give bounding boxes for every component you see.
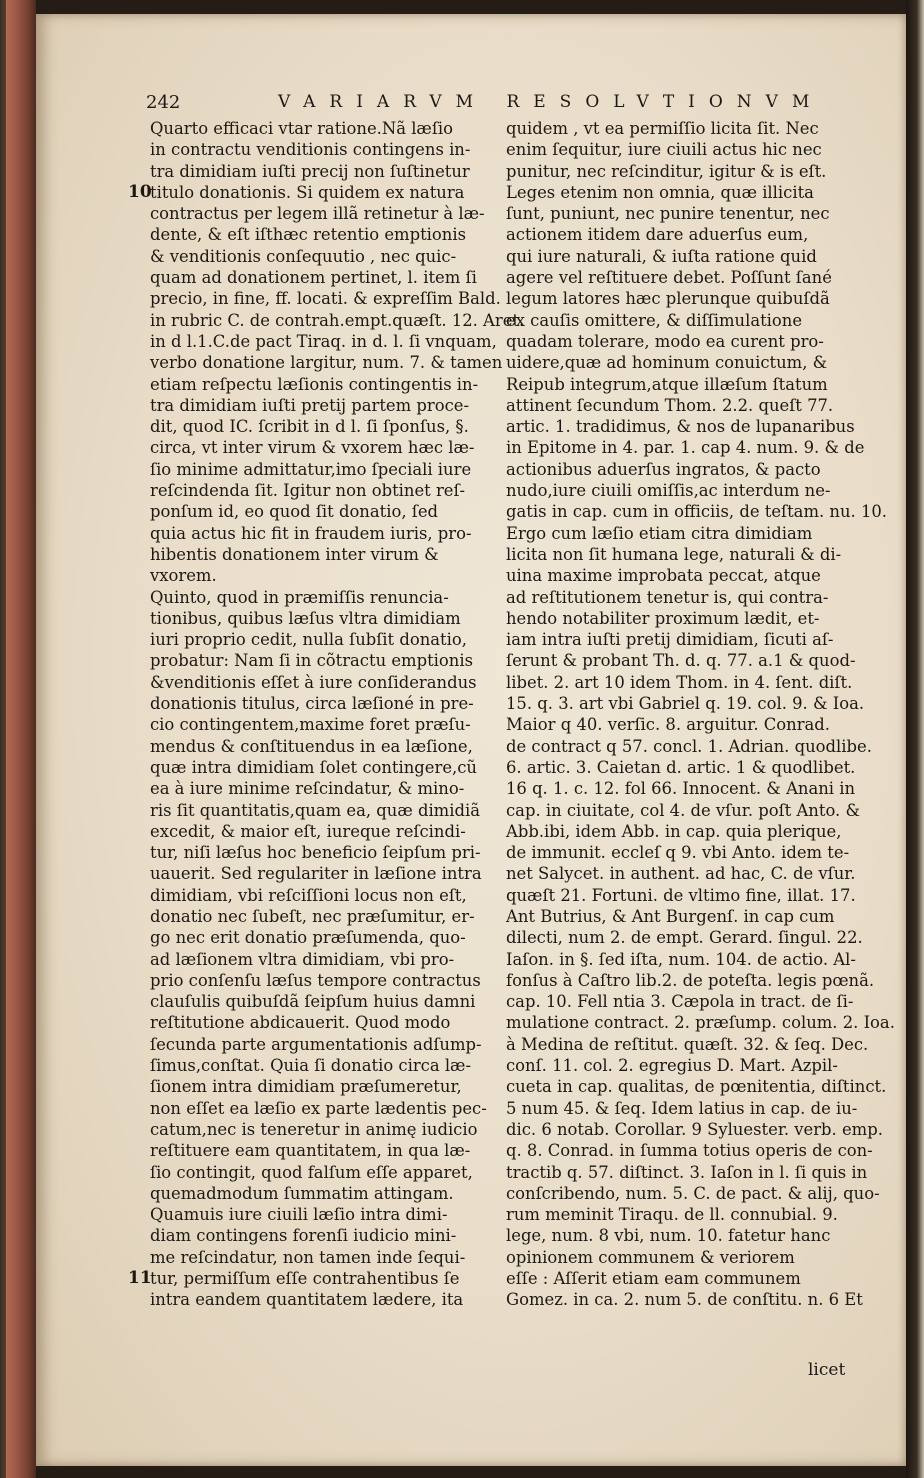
left-column [150,118,525,1311]
text-line: &venditionis eſſet à iure conſiderandus [150,672,477,692]
text-line: tra dimidiam iuſti pretij partem proce- [150,395,469,415]
text-line: reſcindenda ſit. Igitur non obtinet reſ- [150,481,466,501]
text-line: iam intra iuſti pretij dimidiam, ſicuti aſ- [506,630,834,650]
text-line: uauerit. Sed regulariter in læſione intra [150,864,482,884]
text-line: tractib q. 57. diſtinct. 3. Iaſon in l. ſi quis in [506,1162,868,1182]
text-line: ſio contingit, quod falſum eſſe apparet, [150,1162,473,1182]
text-line: ſimus,conſtat. Quia ſi donatio circa læ- [150,1056,472,1076]
text-line: in d l.1.C.de pact Tiraq. in d. l. ſi vnquam, [150,331,497,351]
text-line: hibentis donationem inter virum & [150,544,439,564]
text-line: reſtitutione abdicauerit. Quod modo [150,1013,451,1033]
text-line: licita non ſit humana lege, naturali & di- [506,544,842,564]
text-line: attinent ſecundum Thom. 2.2. queſt 77. [506,395,834,415]
text-line: ſunt, puniunt, nec punire tenentur, nec [506,204,830,224]
text-line: go nec erit donatio præſumenda, quo- [150,928,466,948]
text-line: Quarto efficaci vtar ratione.Nã læſio [150,119,454,138]
text-line: cap. in ciuitate, col 4. de vſur. poſt Anto. & [506,800,861,820]
text-line: Leges etenim non omnia, quæ illicita [506,182,814,202]
text-line: & venditionis conſequutio , nec quic- [150,246,457,266]
text-line: enim ſequitur, iure ciuili actus hic nec [506,140,822,160]
text-line: Ant Butrius, & Ant Burgenſ. in cap cum [506,906,835,926]
text-line: quæ intra dimidiam ſolet contingere,cũ [150,757,477,777]
text-line: tionibus, quibus læſus vltra dimidiam [150,608,461,628]
text-line: qui iure naturali, & iuſta ratione quid [506,246,817,266]
text-line: dilecti, num 2. de empt. Gerard. ſingul. 22. [506,928,863,948]
text-line: in rubric C. de contrah.empt.quæſt. 12. Aret. [150,310,525,330]
catchword: licet [808,1360,846,1380]
text-line: precio, in fine, ff. locati. & expreſſim Bald. [150,289,501,309]
text-line: ris ſit quantitatis,quam ea, quæ dimidiã [150,800,480,820]
right-column [506,118,895,1311]
running-title: VARIARVM RESOLVTIONVM [278,92,824,112]
text-line: libet. 2. art 10 idem Thom. in 4. ſent. diſt. [506,672,853,692]
text-line: quia actus hic fit in fraudem iuris, pro- [150,523,472,543]
text-line: Quamuis iure ciuili læſio intra dimi- [150,1205,448,1225]
text-line: diam contingens forenſi iudicio mini- [150,1226,457,1246]
text-line: cap. 10. Fell ntia 3. Cæpola in tract. de ſi- [506,992,854,1012]
text-line: lege, num. 8 vbi, num. 10. fatetur hanc [506,1226,831,1246]
text-line: excedit, & maior eſt, iureque reſcindi- [150,821,466,841]
text-line: tur, niſi læſus hoc beneficio ſeipſum pri- [150,843,481,863]
text-line: in Epitome in 4. par. 1. cap 4. num. 9. & de [506,438,865,458]
text-line: ſio minime admittatur,imo ſpeciali iure [150,459,472,479]
text-line: de immunit. eccleſ q 9. vbi Anto. idem te- [506,843,850,863]
text-line: agere vel reſtituere debet. Poſſunt ſané [506,268,832,288]
text-line: ea à iure minime reſcindatur, & mino- [150,779,465,799]
text-line: catum,nec is teneretur in animę iudicio [150,1119,478,1139]
text-line: gatis in cap. cum in officiis, de teſtam. nu. 10. [506,502,888,522]
text-line: artic. 1. tradidimus, & nos de lupanaribus [506,417,855,437]
text-line: uina maxime improbata peccat, atque [506,566,821,586]
text-line: me reſcindatur, non tamen inde ſequi- [150,1247,466,1267]
text-line: ſerunt & probant Th. d. q. 77. a.1 & quod- [506,651,856,671]
text-line: dit, quod IC. ſcribit in d l. ſi ſponſus, §. [150,417,469,437]
text-line: à Medina de reſtitut. quæſt. 32. & ſeq. Dec. [506,1034,869,1054]
text-line: dente, & eſt iſthæc retentio emptionis [150,225,466,245]
text-line: circa, vt inter virum & vxorem hæc læ- [150,438,475,458]
text-line: actionem itidem dare aduerſus eum, [506,225,809,245]
text-line: quam ad donationem pertinet, l. item ſi [150,268,477,288]
text-line: net Salycet. in authent. ad hac, C. de vſur. [506,864,856,884]
text-line: q. 8. Conrad. in ſumma totius operis de con- [506,1141,873,1161]
text-line: tra dimidiam iuſti precij non ſuſtinetur [150,161,470,181]
text-line: ad reſtitutionem tenetur is, qui contra- [506,587,829,607]
text-line: ſionem intra dimidiam præſumeretur, [150,1077,462,1097]
text-line: vxorem. [150,566,217,586]
text-line: de contract q 57. concl. 1. Adrian. quodlibe. [506,736,872,756]
book-binding [6,0,36,1478]
text-line: rum meminit Tiraqu. de ll. connubial. 9. [506,1205,838,1225]
page-edge [906,0,924,1478]
text-line: non eſſet ea læſio ex parte lædentis pec- [150,1098,487,1118]
text-line: donatio nec ſubeſt, nec præſumitur, er- [150,906,475,926]
text-line: 16 q. 1. c. 12. fol 66. Innocent. & Anani in [506,779,856,799]
text-line: opinionem communem & veriorem [506,1247,795,1267]
text-line: conſ. 11. col. 2. egregius D. Mart. Azpil- [506,1056,838,1076]
text-line: quadam tolerare, modo ea curent pro- [506,331,824,351]
text-line: verbo donatione largitur, num. 7. & tamen [150,353,503,373]
text-line: 6. artic. 3. Caietan d. artic. 1 & quodlibet. [506,757,856,777]
text-line: eſſe : Aſſerit etiam eam communem [506,1269,801,1289]
text-line: etiam reſpectu læſionis contingentis in- [150,374,479,394]
text-line: 15. q. 3. art vbi Gabriel q. 19. col. 9. & Ioa. [506,694,865,714]
margin-line-number: 10 [128,181,152,202]
text-line: 5 num 45. & ſeq. Idem latius in cap. de iu- [506,1098,858,1118]
text-line: mulatione contract. 2. præſump. colum. 2. Ioa. [506,1013,895,1033]
text-line: hendo notabiliter proximum lædit, et- [506,608,820,628]
text-line: quemadmodum ſummatim attingam. [150,1183,454,1203]
text-line: reſtituere eam quantitatem, in qua læ- [150,1141,471,1161]
text-line: titulo donationis. Si quidem ex natura [150,182,465,202]
text-line: punitur, nec reſcinditur, igitur & is eſt. [506,161,827,181]
text-line: intra eandem quantitatem lædere, ita [150,1290,464,1310]
text-line: iuri proprio cedit, nulla ſubſit donatio, [150,630,467,650]
text-line: dimidiam, vbi reſciſſioni locus non eſt, [150,885,467,905]
text-line: cueta in cap. qualitas, de pœnitentia, diſtinct. [506,1077,887,1097]
text-line: nudo,iure ciuili omiſſis,ac interdum ne- [506,481,831,501]
text-line: cio contingentem,maxime foret præſu- [150,715,471,735]
text-line: ſecunda parte argumentationis adſump- [150,1034,482,1054]
text-line: mendus & conſtituendus in ea læſione, [150,736,473,756]
text-line: ex cauſis omittere, & diſſimulatione [506,310,803,330]
text-line: in contractu venditionis contingens in- [150,140,471,160]
text-line: dic. 6 notab. Corollar. 9 Syluester. verb. emp. [506,1119,883,1139]
text-line: Maior q 40. verſic. 8. arguitur. Conrad. [506,715,831,735]
text-line: legum latores hæc plerunque quibuſdã [506,289,830,309]
margin-line-number: 11 [128,1268,152,1289]
text-line: contractus per legem illã retinetur à læ- [150,204,485,224]
text-line: ponſum id, eo quod ſit donatio, ſed [150,502,439,522]
text-line: Quinto, quod in præmiſſis renuncia- [150,587,449,607]
text-line: clauſulis quibuſdã ſeipſum huius damni [150,992,476,1012]
text-line: actionibus aduerſus ingratos, & pacto [506,459,821,479]
text-line: quæſt 21. Fortuni. de vltimo fine, illat. 17. [506,885,856,905]
text-line: quidem , vt ea permiſſio licita ſit. Nec [506,119,819,138]
text-line: Gomez. in ca. 2. num 5. de conſtitu. n. 6 Et [506,1290,863,1310]
text-line: probatur: Nam ſi in cõtractu emptionis [150,651,473,671]
text-line: Reipub integrum,atque illæſum ſtatum [506,374,828,394]
text-line: tur, permiſſum eſſe contrahentibus ſe [150,1269,460,1289]
page-number: 242 [146,92,181,113]
text-line: donationis titulus, circa læſioné in pre- [150,694,474,714]
text-line: Iaſon. in §. ſed iſta, num. 104. de actio. Al- [506,949,856,969]
text-line: Abb.ibi, idem Abb. in cap. quia plerique, [506,821,842,841]
text-line: uidere,quæ ad hominum conuictum, & [506,353,828,373]
text-line: prio conſenſu læſus tempore contractus [150,970,481,990]
text-line: Ergo cum læſio etiam citra dimidiam [506,523,813,543]
text-line: fonſus à Caſtro lib.2. de poteſta. legis pœnã. [506,970,875,990]
text-line: ad læſionem vltra dimidiam, vbi pro- [150,949,455,969]
text-line: conſcribendo, num. 5. C. de pact. & alij, quo- [506,1183,880,1203]
